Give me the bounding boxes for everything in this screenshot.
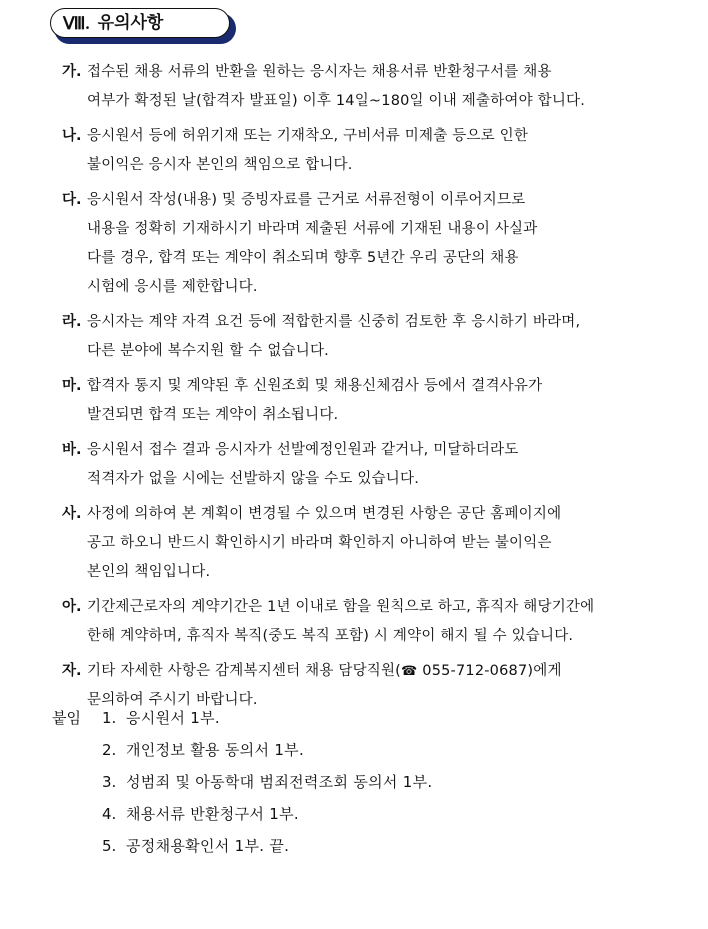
notice-text: 응시원서 등에 허위기재 또는 기재착오, 구비서류 미제출 등으로 인한 불이익은 응시자 본인의 책임으로 합니다. [87,128,529,173]
attachment-number: 5. [102,837,117,855]
attachment-number: 3. [102,773,117,791]
notice-text: 사정에 의하여 본 계획이 변경될 수 있으며 변경된 사항은 공단 홈페이지에 공고 하오니 반드시 확인하시기 바라며 확인하지 아니하여 받는 불이익은 본인의 책임입니다. [87,506,562,580]
attachments [52,702,652,862]
attachment-row [52,766,652,798]
notice-text: 기간제근로자의 계약기간은 1년 이내로 함을 원칙으로 하고, 휴직자 해당기간에 한해 계약하며, 휴직자 복직(중도 복직 포함) 시 계약이 해지 될 수 있습니다. [87,599,595,644]
attachment-number: 4. [102,805,117,823]
attachment-text: 공정채용확인서 1부. 끝. [126,837,290,855]
notice-item [62,186,682,302]
attachment-row [52,798,652,830]
phone-icon: ☎ [401,664,418,679]
attachments-heading: 붙임 [52,709,81,727]
attachment-text: 개인정보 활용 동의서 1부. [126,741,305,759]
notice-text: 응시원서 접수 결과 응시자가 선발예정인원과 같거나, 미달하더라도 적격자가 없을 시에는 선발하지 않을 수도 있습니다. [87,442,519,487]
notice-marker: 사. [62,506,82,522]
notice-marker: 가. [62,64,82,80]
notice-item [62,500,682,587]
notice-item [62,122,682,180]
notice-text: 접수된 채용 서류의 반환을 원하는 응시자는 채용서류 반환청구서를 채용 여부가 확정된 날(합격자 발표일) 이후 14일~180일 이내 제출하여야 합니다. [87,64,586,109]
section-number: Ⅷ. [63,13,90,33]
notice-item [62,593,682,651]
notice-marker: 다. [62,192,82,208]
attachment-row [52,702,652,734]
contact-text-before: 기타 자세한 사항은 감계복지센터 채용 담당직원( [87,663,402,679]
attachment-text: 성범죄 및 아동학대 범죄전력조회 동의서 1부. [126,773,433,791]
notice-marker: 나. [62,128,82,144]
notice-marker: 자. [62,663,82,679]
section-title: 유의사항 [97,12,164,33]
attachment-text: 응시원서 1부. [126,709,220,727]
notice-marker: 라. [62,314,82,330]
attachment-number: 2. [102,741,117,759]
attachment-number: 1. [102,709,117,727]
notice-text: 합격자 통지 및 계약된 후 신원조회 및 채용신체검사 등에서 결격사유가 발견되면 합격 또는 계약이 취소됩니다. [87,378,543,423]
notice-item [62,436,682,494]
attachment-text: 채용서류 반환청구서 1부. [126,805,299,823]
notice-marker: 아. [62,599,82,615]
section-header [50,8,236,44]
notice-list [62,58,682,721]
notice-item [62,58,682,116]
notice-text: 응시원서 작성(내용) 및 증빙자료를 근거로 서류전형이 이루어지므로 내용을 정확히 기재하시기 바라며 제출된 서류에 기재된 내용이 사실과 다를 경우, 합격 또는 계약이 취소되며 향후 5년간 우리 공단의 채용 시험에 응시를 제한합니다. [87,192,538,295]
notice-marker: 바. [62,442,82,458]
contact-text-after: )에게 문의하여 주시기 바랍니다. [87,663,562,708]
notice-item [62,372,682,430]
attachment-row [52,830,652,862]
attachment-row [52,734,652,766]
notice-marker: 마. [62,378,82,394]
notice-item [62,308,682,366]
notice-text: 응시자는 계약 자격 요건 등에 적합한지를 신중히 검토한 후 응시하기 바라며, 다른 분야에 복수지원 할 수 없습니다. [87,314,581,359]
section-header-box [50,8,230,38]
contact-phone-number: 055-712-0687 [417,663,528,679]
